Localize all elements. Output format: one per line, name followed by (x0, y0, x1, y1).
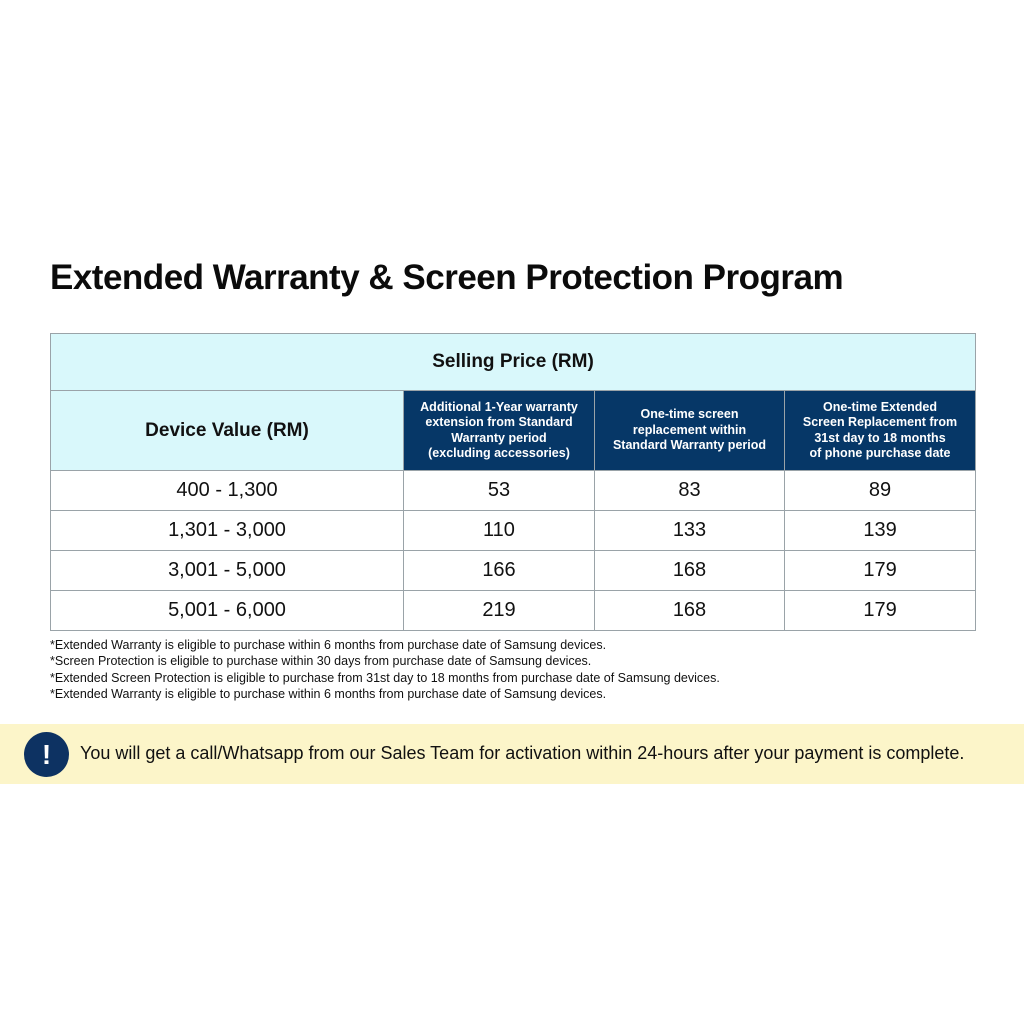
page-title: Extended Warranty & Screen Protection Program (50, 258, 844, 297)
column-header-line: replacement within (632, 422, 747, 437)
table-row (51, 591, 976, 631)
footnotes (50, 637, 720, 702)
column-header-line: (excluding accessories) (428, 446, 570, 460)
column-header-line: One-time Extended (823, 399, 937, 414)
column-header-line: of phone purchase date (809, 446, 951, 460)
exclamation-icon: ! (24, 732, 69, 777)
device-value-header: Device Value (RM) (51, 391, 404, 471)
selling-price-header: Selling Price (RM) (51, 334, 976, 391)
table-row (51, 511, 976, 551)
footnote: *Screen Protection is eligible to purchase within 30 days from purchase date of Samsung devices. (50, 654, 592, 669)
price-cell: 139 (785, 511, 976, 551)
price-cell: 179 (785, 591, 976, 631)
activation-notice-banner (0, 724, 1024, 784)
column-header-line: 31st day to 18 months (814, 430, 946, 445)
price-cell: 168 (595, 551, 785, 591)
column-header-warranty-extension (404, 391, 595, 471)
table-row (51, 471, 976, 511)
footnote: *Extended Warranty is eligible to purchase within 6 months from purchase date of Samsung devices. (50, 638, 607, 652)
footnote: *Extended Warranty is eligible to purchase within 6 months from purchase date of Samsung devices. (50, 686, 607, 701)
pricing-table (50, 333, 976, 631)
price-cell: 53 (404, 471, 595, 511)
column-header-line: extension from Standard (425, 415, 573, 429)
column-header-line: One-time screen (640, 407, 739, 422)
price-cell: 168 (595, 591, 785, 631)
price-cell: 166 (404, 551, 595, 591)
activation-notice-text: You will get a call/Whatsapp from our Sales Team for activation within 24-hours after your payment is complete. (80, 743, 965, 763)
column-header-line: Additional 1-Year warranty (420, 399, 578, 414)
price-cell: 89 (785, 471, 976, 511)
price-cell: 133 (595, 511, 785, 551)
device-value-cell: 5,001 - 6,000 (51, 591, 404, 631)
column-header-line: Screen Replacement from (802, 415, 958, 429)
price-cell: 110 (404, 511, 595, 551)
table-row (51, 551, 976, 591)
device-value-cell: 1,301 - 3,000 (51, 511, 404, 551)
price-cell: 83 (595, 471, 785, 511)
column-header-screen-replacement (595, 391, 785, 471)
price-cell: 179 (785, 551, 976, 591)
price-cell: 219 (404, 591, 595, 631)
column-header-line: Warranty period (451, 430, 547, 445)
column-header-line: Standard Warranty period (612, 438, 767, 453)
footnote: *Extended Screen Protection is eligible to purchase from 31st day to 18 months from purchase date of Samsung devices. (50, 670, 720, 685)
device-value-cell: 3,001 - 5,000 (51, 551, 404, 591)
column-header-extended-screen-replacement (785, 391, 976, 471)
device-value-cell: 400 - 1,300 (51, 471, 404, 511)
